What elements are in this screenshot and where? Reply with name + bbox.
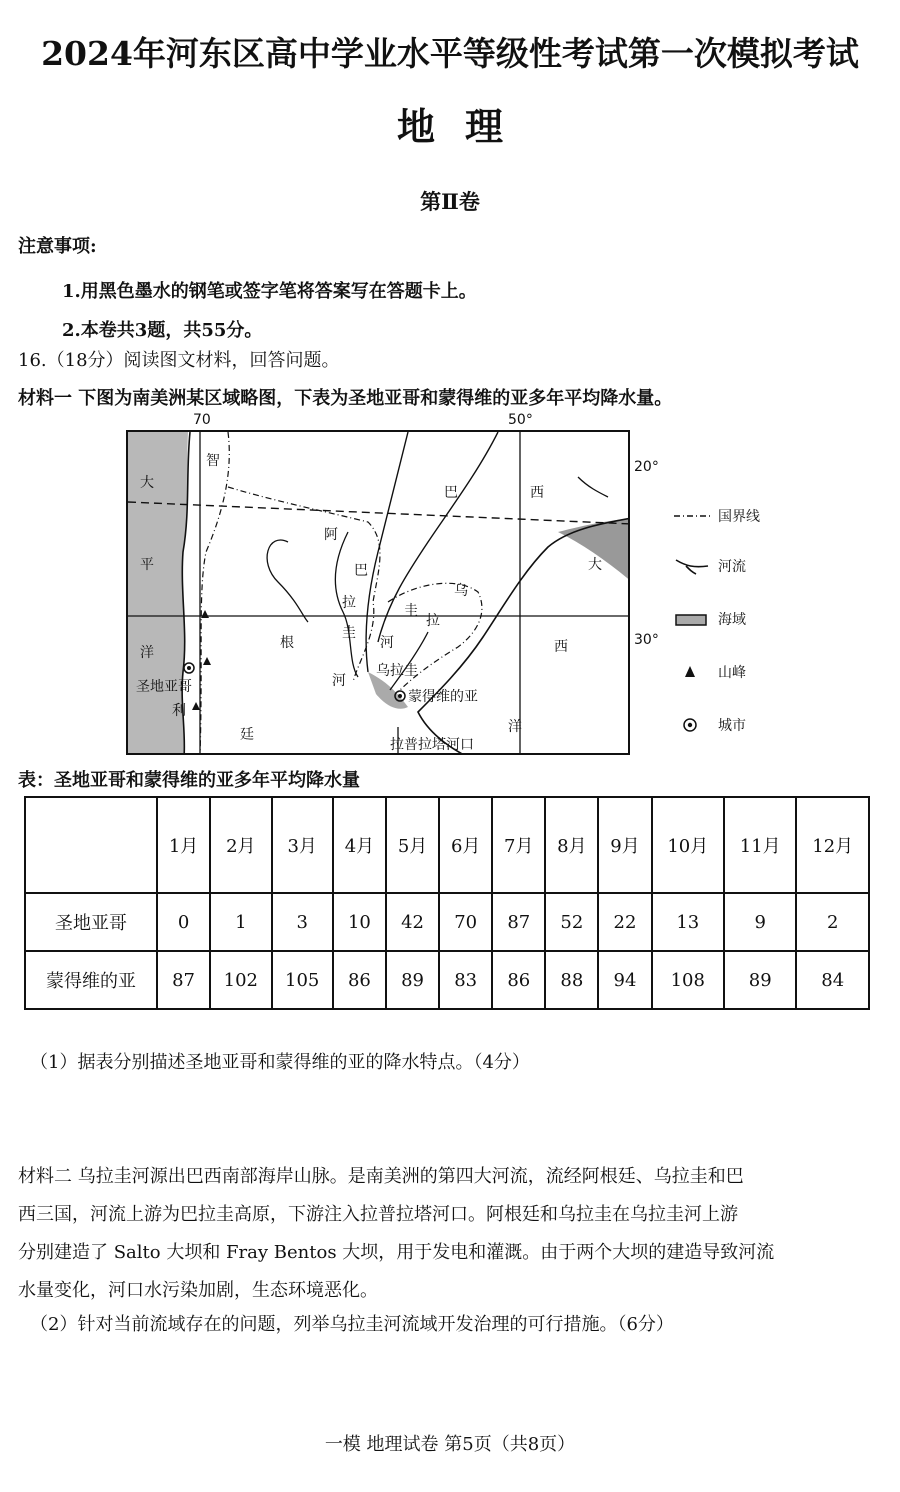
table-cell: 9 — [724, 893, 796, 951]
map-label-uruguay-river: 乌拉圭 — [376, 663, 418, 679]
map-label-pacific-2: 平 — [140, 557, 154, 573]
map-lon-70: 70 — [193, 412, 211, 428]
legend-city-symbol — [680, 715, 700, 735]
table-cell: 102 — [210, 951, 271, 1009]
month-header: 2月 — [210, 797, 271, 893]
legend-mountain-symbol — [680, 662, 700, 682]
table-cell: 86 — [333, 951, 386, 1009]
month-header: 8月 — [545, 797, 598, 893]
table-cell: 87 — [492, 893, 545, 951]
map-lat-20: 20° — [634, 459, 659, 475]
map-label-chile-2: 利 — [172, 703, 186, 719]
map-label-santiago: 圣地亚哥 — [136, 679, 192, 695]
legend-border-label: 国界线 — [718, 509, 760, 525]
row-city-label: 蒙得维的亚 — [25, 951, 157, 1009]
legend-sea-symbol — [672, 610, 712, 630]
table-cell: 87 — [157, 951, 210, 1009]
legend-sea-label: 海域 — [718, 612, 746, 628]
question-1: （1）据表分别描述圣地亚哥和蒙得维的亚的降水特点。（4分） — [30, 1052, 530, 1073]
month-header: 4月 — [333, 797, 386, 893]
note-item-1: 1.用黑色墨水的钢笔或签字笔将答案写在答题卡上。 — [62, 281, 477, 302]
map-label-uruguay-2: 拉 — [426, 613, 440, 629]
legend-border-symbol — [672, 506, 712, 526]
map-label-brazil-2: 西 — [530, 485, 544, 501]
map-label-paraguay-3: 圭 — [404, 603, 418, 619]
table-cell: 3 — [272, 893, 333, 951]
map-label-atlantic-1: 大 — [588, 557, 602, 573]
month-header: 11月 — [724, 797, 796, 893]
table-corner-cell — [25, 797, 157, 893]
table-cell: 10 — [333, 893, 386, 951]
month-header: 12月 — [796, 797, 869, 893]
page-footer: 一模 地理试卷 第5页（共8页） — [324, 1434, 576, 1455]
map-drawing — [128, 432, 630, 755]
material-2-line: 分别建造了 Salto 大坝和 Fray Bentos 大坝，用于发电和灌溉。由于两个大坝的建造导致河流 — [18, 1242, 775, 1263]
table-row — [25, 951, 869, 1009]
table-cell: 86 — [492, 951, 545, 1009]
map-label-river-1: 河 — [380, 635, 394, 651]
table-cell: 84 — [796, 951, 869, 1009]
table-cell: 13 — [652, 893, 724, 951]
map-label-chile-1: 智 — [206, 453, 220, 469]
table-row — [25, 893, 869, 951]
material-2-text — [18, 1158, 880, 1310]
map-label-argentina-3: 廷 — [240, 727, 254, 743]
table-cell: 0 — [157, 893, 210, 951]
table-cell: 108 — [652, 951, 724, 1009]
map-label-argentina-1: 阿 — [324, 527, 338, 543]
notes-heading: 注意事项: — [18, 236, 97, 257]
map-label-pacific-1: 大 — [140, 475, 154, 491]
map-lon-50: 50° — [508, 412, 533, 428]
volume-title: 第Ⅱ卷 — [420, 189, 480, 214]
map-label-uruguay-3: 圭 — [342, 625, 356, 641]
month-header: 10月 — [652, 797, 724, 893]
table-cell: 88 — [545, 951, 598, 1009]
legend-mountain-label: 山峰 — [718, 665, 746, 681]
legend-river-symbol — [672, 556, 712, 576]
note-item-2: 2.本卷共3题，共55分。 — [62, 320, 263, 341]
month-header: 7月 — [492, 797, 545, 893]
map-label-paraguay-1: 巴 — [354, 563, 368, 579]
material-2-line: 西三国，河流上游为巴拉圭高原，下游注入拉普拉塔河口。阿根廷和乌拉圭在乌拉圭河上游 — [18, 1204, 738, 1225]
map-label-atlantic-3: 洋 — [508, 719, 522, 735]
table-cell: 83 — [439, 951, 492, 1009]
map-label-pacific-3: 洋 — [140, 645, 154, 661]
material-1-text: 材料一 下图为南美洲某区域略图，下表为圣地亚哥和蒙得维的亚多年平均降水量。 — [18, 388, 673, 409]
month-header: 5月 — [386, 797, 439, 893]
map-label-uruguay-1: 乌 — [454, 583, 468, 599]
material-2-line: 材料二 乌拉圭河源出巴西南部海岸山脉。是南美洲的第四大河流，流经阿根廷、乌拉圭和巴 — [18, 1166, 744, 1187]
table-cell: 42 — [386, 893, 439, 951]
table-caption: 表：圣地亚哥和蒙得维的亚多年平均降水量 — [18, 770, 360, 791]
table-cell: 1 — [210, 893, 271, 951]
table-cell: 89 — [386, 951, 439, 1009]
table-cell: 70 — [439, 893, 492, 951]
map-label-river-2: 河 — [332, 673, 346, 689]
month-header: 9月 — [598, 797, 651, 893]
map-label-argentina-2: 根 — [280, 635, 294, 651]
table-cell: 22 — [598, 893, 651, 951]
row-city-label: 圣地亚哥 — [25, 893, 157, 951]
map-label-brazil-1: 巴 — [444, 485, 458, 501]
map-label-atlantic-2: 西 — [554, 639, 568, 655]
map-label-paraguay-2: 拉 — [342, 595, 356, 611]
question-16-intro: 16.（18分）阅读图文材料，回答问题。 — [18, 350, 340, 371]
precipitation-table — [24, 796, 870, 1010]
exam-title: 2024年河东区高中学业水平等级性考试第一次模拟考试 — [41, 34, 859, 73]
month-header: 3月 — [272, 797, 333, 893]
map-lat-30: 30° — [634, 632, 659, 648]
table-header-row — [25, 797, 869, 893]
legend-river-label: 河流 — [718, 559, 746, 575]
table-cell: 94 — [598, 951, 651, 1009]
table-cell: 89 — [724, 951, 796, 1009]
table-cell: 2 — [796, 893, 869, 951]
map-label-estuary: 拉普拉塔河口 — [390, 737, 474, 753]
table-cell: 105 — [272, 951, 333, 1009]
material-2-line: 水量变化，河口水污染加剧，生态环境恶化。 — [18, 1280, 378, 1301]
month-header: 6月 — [439, 797, 492, 893]
question-2: （2）针对当前流域存在的问题，列举乌拉圭河流域开发治理的可行措施。（6分） — [30, 1314, 674, 1335]
south-america-map — [126, 430, 630, 755]
month-header: 1月 — [157, 797, 210, 893]
table-cell: 52 — [545, 893, 598, 951]
legend-city-label: 城市 — [718, 718, 746, 734]
map-label-montevideo: 蒙得维的亚 — [408, 689, 478, 705]
subject-title: 地理 — [396, 104, 533, 149]
